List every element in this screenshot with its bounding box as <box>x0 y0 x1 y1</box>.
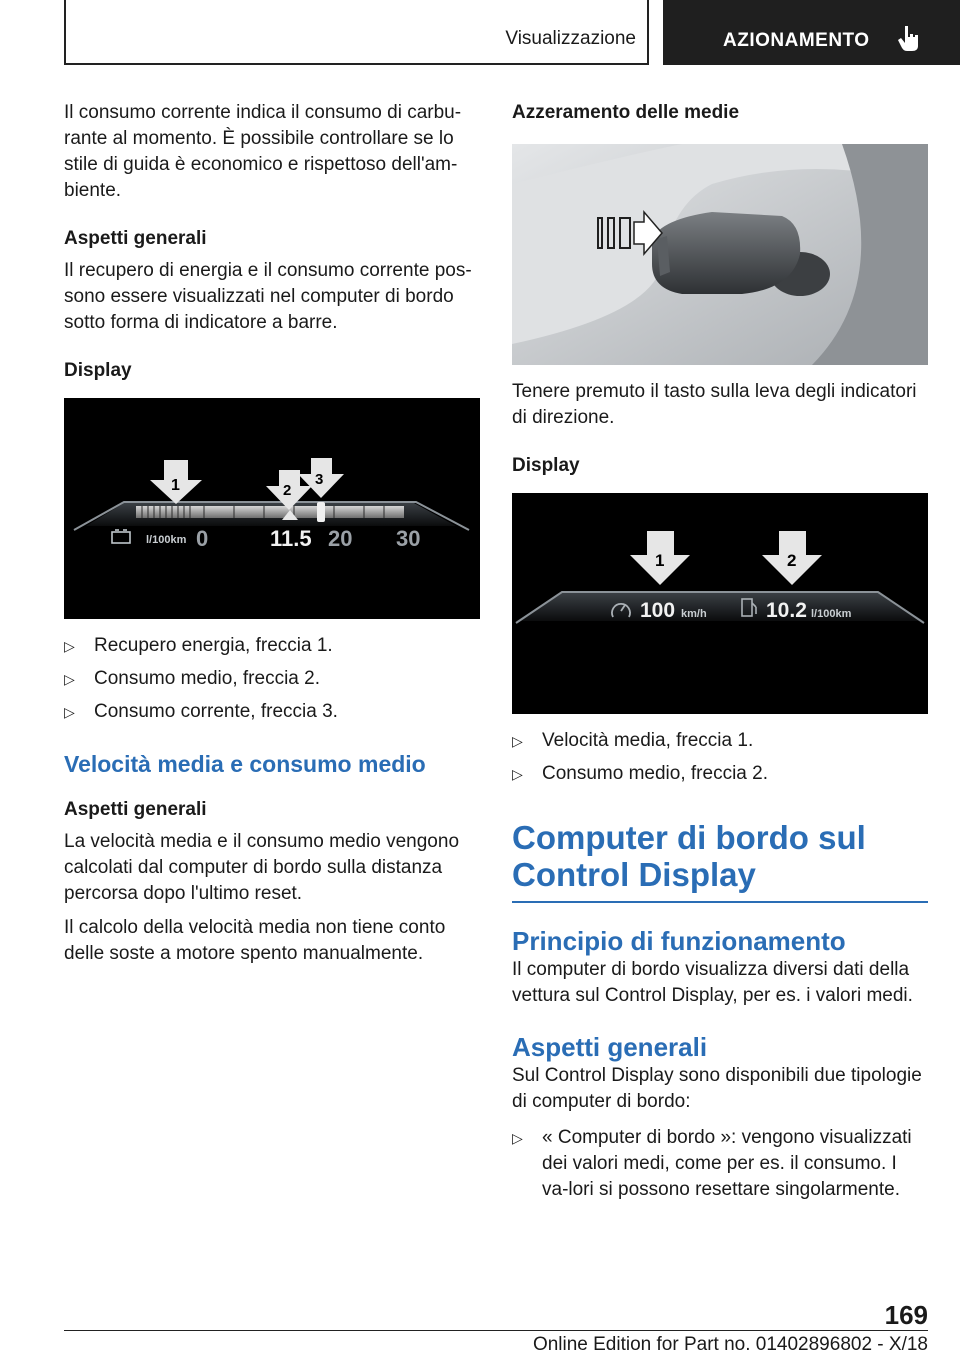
right-column <box>512 100 928 1203</box>
header-border-left <box>64 0 66 65</box>
heading-principio: Principio di funzionamento <box>512 926 846 956</box>
header-border-right <box>647 0 649 65</box>
fig1-current-value: 11.5 <box>270 526 312 551</box>
arrow-1-icon <box>150 460 202 504</box>
fig1-tick-0: 0 <box>196 526 209 551</box>
left-column <box>64 100 480 967</box>
header-rule <box>64 63 648 65</box>
header-chapter-label: AZIONAMENTO <box>723 30 870 51</box>
paragraph-soste: Il calcolo della velocità media non tiene conto delle soste a motore spento manualmente. <box>64 917 446 964</box>
fig1-units: l/100km <box>146 534 187 546</box>
list-item: ▷ « Computer di bordo »: vengono visualizzati dei valori medi, come per es. il consumo. I va-lori si possono resettare singolarmente. <box>512 1127 912 1200</box>
list-energy-items <box>64 633 480 725</box>
figure-turn-signal-lever <box>512 144 928 365</box>
list-computer-types <box>512 1125 928 1203</box>
triangle-right-outline-icon: ▷ <box>512 733 523 749</box>
paragraph-tenere-premuto: Tenere premuto il tasto sulla leva degli indicatori di direzione. <box>512 381 917 428</box>
paragraph-calcolo: La velocità media e il consumo medio vengono calcolati dal computer di bordo sulla distanza percorsa dopo l'ultimo reset. <box>64 831 460 904</box>
intro-paragraph: Il consumo corrente indica il consumo di carbu-rante al momento. È possibile controllare se lo stile di guida è economico e rispettoso dell'am-biente. <box>64 102 462 201</box>
list-item: ▷ Velocità media, freccia 1. <box>512 728 928 754</box>
arrow-1-icon <box>630 531 690 585</box>
paragraph-recupero: Il recupero di energia e il consumo corrente pos-sono essere visualizzati nel computer di bordo sotto forma di indicatore a barre. <box>64 260 472 333</box>
page-number: 169 <box>884 1300 928 1330</box>
heading-display: Display <box>64 360 132 381</box>
heading-aspetti-generali: Aspetti generali <box>64 228 207 249</box>
paragraph-principio: Il computer di bordo visualizza diversi dati della vettura sul Control Display, per es. i valori medi. <box>512 959 913 1006</box>
triangle-right-outline-icon: ▷ <box>64 704 75 720</box>
list-item: ▷ Consumo corrente, freccia 3. <box>64 699 480 725</box>
fig3-consumption-value: 10.2 <box>766 599 807 622</box>
heading-velocita-media: Velocità media e consumo medio <box>64 751 426 777</box>
arrow-2-icon <box>762 531 822 585</box>
footer-rule <box>64 1330 928 1331</box>
figure-average-display <box>512 493 928 714</box>
figure-energy-bar-display <box>64 398 480 619</box>
list-item: ▷ Consumo medio, freccia 2. <box>512 761 928 787</box>
fig1-tick-30: 30 <box>396 526 421 551</box>
average-display-illustration <box>512 493 928 714</box>
list-item: ▷ Consumo medio, freccia 2. <box>64 666 480 692</box>
energy-bar-illustration <box>64 398 480 619</box>
list-average-items <box>512 728 928 787</box>
battery-icon <box>112 530 130 543</box>
list-item: ▷ Recupero energia, freccia 1. <box>64 633 480 659</box>
heading-computer-di-bordo: Computer di bordo sul Control Display <box>512 819 866 893</box>
svg-text:2: 2 <box>787 551 797 570</box>
triangle-right-outline-icon: ▷ <box>512 766 523 782</box>
svg-text:3: 3 <box>315 471 324 488</box>
triangle-right-outline-icon: ▷ <box>512 1130 523 1146</box>
header-section-title: Visualizzazione <box>505 28 636 49</box>
svg-text:2: 2 <box>283 482 292 499</box>
fig3-speed-value: 100 <box>640 599 676 622</box>
heading-azzeramento: Azzeramento delle medie <box>512 102 740 123</box>
lever-illustration <box>512 144 928 365</box>
pointing-hand-icon <box>896 24 922 52</box>
fig3-consumption-unit: l/100km <box>811 608 852 620</box>
heading-aspetti-generali-2: Aspetti generali <box>64 799 207 820</box>
triangle-right-outline-icon: ▷ <box>64 671 75 687</box>
svg-text:1: 1 <box>655 551 665 570</box>
heading-aspetti-generali-3: Aspetti generali <box>512 1032 708 1062</box>
svg-text:1: 1 <box>171 477 180 494</box>
footer-edition: Online Edition for Part no. 01402896802 - X/18 <box>532 1334 928 1355</box>
paragraph-tipologie: Sul Control Display sono disponibili due tipologie di computer di bordo: <box>512 1065 922 1112</box>
header-chapter-tab <box>663 0 960 65</box>
triangle-right-outline-icon: ▷ <box>64 638 75 654</box>
heading-display-2: Display <box>512 455 580 476</box>
fig3-speed-unit: km/h <box>681 608 707 620</box>
fig1-tick-20: 20 <box>328 526 353 551</box>
